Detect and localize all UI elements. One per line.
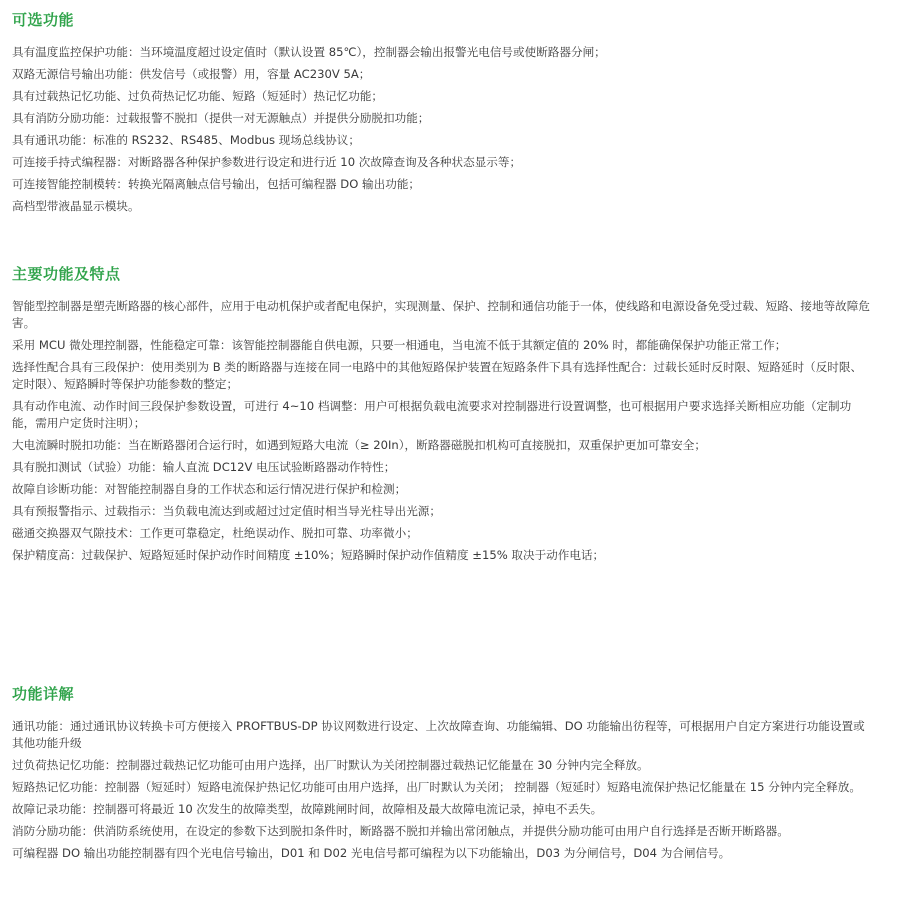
paragraph: 采用 MCU 微处理控制器，性能稳定可靠：该智能控制器能自供电源，只要一相通电，当电流不低于其额定值的 20% 时，都能确保保护功能正常工作； xyxy=(12,338,787,352)
paragraph: 过负荷热记忆功能：控制器过载热记忆功能可由用户选择，出厂时默认为关闭控制器过载热记忆能量在 30 分钟内完全释放。 xyxy=(12,758,649,772)
paragraph: 具有温度监控保护功能：当环境温度超过设定值时（默认设置 85℃），控制器会输出报警光电信号或使断路器分闸； xyxy=(12,45,606,59)
section-heading: 主要功能及特点 xyxy=(12,265,121,283)
paragraph: 具有消防分励功能：过载报警不脱扣（提供一对无源触点）并提供分励脱扣功能； xyxy=(12,111,430,125)
section-function-details xyxy=(12,684,870,867)
paragraph: 可连接手持式编程器：对断路器各种保护参数进行设定和进行近 10 次故障查询及各种状态显示等； xyxy=(12,155,522,169)
paragraph: 可连接智能控制模转：转换光隔离触点信号输出，包括可编程器 DO 输出功能； xyxy=(12,177,421,191)
paragraph: 具有动作电流、动作时间三段保护参数设置，可进行 4~10 档调整：用户可根据负载电流要求对控制器进行设置调整，也可根据用户要求选择关断相应功能（定制功能，需用户定货时注明）； xyxy=(12,399,852,430)
paragraph: 故障自诊断功能：对智能控制器自身的工作状态和运行情况进行保护和检测； xyxy=(12,482,407,496)
paragraph: 高档型带液晶显示模块。 xyxy=(12,199,140,213)
paragraph: 双路无源信号输出功能：供发信号（或报警）用，容量 AC230V 5A； xyxy=(12,67,371,81)
paragraph: 智能型控制器是塑壳断路器的核心部件，应用于电动机保护或者配电保护，实现测量、保护、控制和通信功能于一体，使线路和电源设备免受过载、短路、接地等故障危害。 xyxy=(12,299,870,330)
paragraph: 可编程器 DO 输出功能控制器有四个光电信号输出，D01 和 D02 光电信号都可编程为以下功能输出，D03 为分闸信号，D04 为合闸信号。 xyxy=(12,846,731,860)
paragraph: 选择性配合具有三段保护：使用类别为 B 类的断路器与连接在同一电路中的其他短路保护装置在短路条件下具有选择性配合：过载长延时反时限、短路延时（反时限、定时限）、短路瞬时等保护功能参数的整定； xyxy=(12,360,863,391)
paragraph: 故障记录功能：控制器可将最近 10 次发生的故障类型，故障跳闸时间，故障相及最大故障电流记录，掉电不丢失。 xyxy=(12,802,603,816)
paragraph: 短路热记忆功能：控制器（短延时）短路电流保护热记忆功能可由用户选择，出厂时默认为关闭； 控制器（短延时）短路电流保护热记忆能量在 15 分钟内完全释放。 xyxy=(12,780,861,794)
paragraph: 大电流瞬时脱扣功能：当在断路器闭合运行时，如遇到短路大电流（≥ 20In），断路器磁脱扣机构可直接脱扣，双重保护更加可靠安全； xyxy=(12,438,706,452)
paragraph: 具有预报警指示、过载指示：当负载电流达到或超过过定值时相当导光柱导出光源； xyxy=(12,504,441,518)
paragraph: 具有通讯功能：标准的 RS232、RS485、Modbus 现场总线协议； xyxy=(12,133,360,147)
paragraph: 保护精度高：过载保护、短路短延时保护动作时间精度 ±10%；短路瞬时保护动作值精度 ±15% 取决于动作电话； xyxy=(12,548,605,562)
paragraph: 具有过载热记忆功能、过负荷热记忆功能、短路（短延时）热记忆功能； xyxy=(12,89,384,103)
section-heading: 功能详解 xyxy=(12,685,75,703)
paragraph: 通讯功能：通过通讯协议转换卡可方便接入 PROFTBUS-DP 协议网数进行设定、上次故障查询、功能编辑、DO 功能输出彷程等，可根据用户自定方案进行功能设置或其他功能升级 xyxy=(12,719,865,750)
section-main-features xyxy=(12,264,870,569)
paragraph: 磁通交换器双气隙技术：工作更可靠稳定，杜绝误动作、脱扣可靠、功率微小； xyxy=(12,526,418,540)
paragraph: 具有脱扣测试（试验）功能：输人直流 DC12V 电压试验断路器动作特性； xyxy=(12,460,396,474)
section-heading: 可选功能 xyxy=(12,11,75,29)
paragraph: 消防分励功能：供消防系统使用，在设定的参数下达到脱扣条件时，断路器不脱扣并输出常闭触点，并提供分励功能可由用户自行选择是否断开断路器。 xyxy=(12,824,789,838)
section-optional-functions xyxy=(12,10,870,220)
